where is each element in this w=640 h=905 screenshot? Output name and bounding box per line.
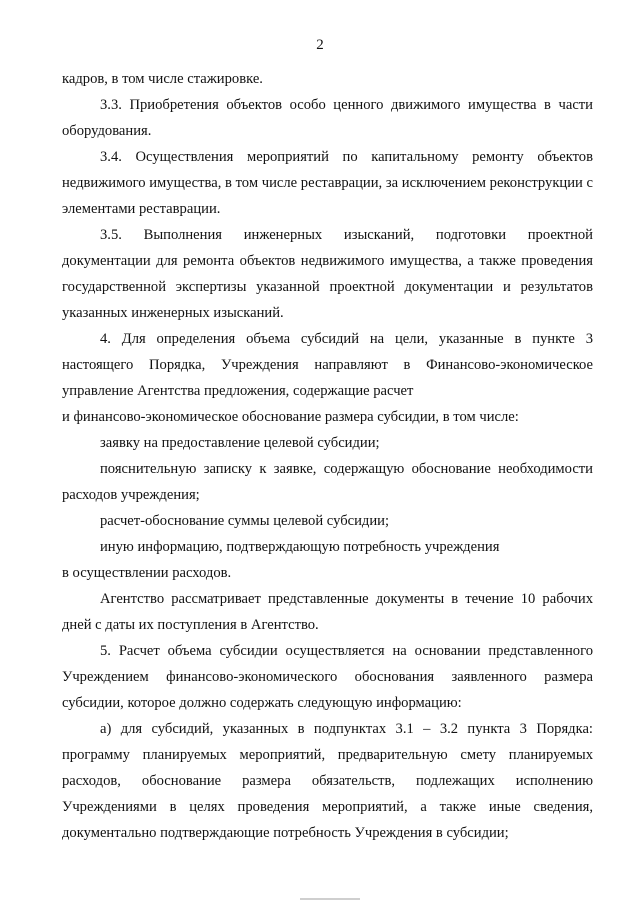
paragraph-continuation: кадров, в том числе стажировке. xyxy=(62,71,263,87)
page-number: 2 xyxy=(316,37,324,53)
paragraph-5: 5. Расчет объема субсидии осуществляется на основании представленного Учреждением финансово-экономического обоснования заявленного размера субсидии, которое должно содержать следующую информацию: xyxy=(62,643,593,711)
document-body xyxy=(62,66,593,846)
paragraph-3-4: 3.4. Осуществления мероприятий по капитальному ремонту объектов недвижимого имущества, в том числе реставрации, за исключением реконструкции с элементами реставрации. xyxy=(62,149,593,217)
paragraph-4-item-calculation: расчет-обоснование суммы целевой субсидии; xyxy=(100,513,390,529)
paragraph-5-a: а) для субсидий, указанных в подпунктах 3.1 – 3.2 пункта 3 Порядка: программу планируемых мероприятий, предварительную смету планируемых расходов, обоснование размера обязательств, подлежащих исполнению Учреждениями в целях проведения мероприятий, а также иные сведения, документально подтверждающие потребность Учреждения в субсидии; xyxy=(62,721,593,841)
paragraph-4-item-application: заявку на предоставление целевой субсидии; xyxy=(100,435,380,451)
paragraph-3-5: 3.5. Выполнения инженерных изысканий, подготовки проектной документации для ремонта объектов недвижимого имущества, а также проведения государственной экспертизы указанной проектной документации и результатов указанных инженерных изысканий. xyxy=(62,227,593,321)
paragraph-4: 4. Для определения объема субсидий на цели, указанные в пункте 3 настоящего Порядка, Учреждения направляют в Финансово-экономическое управление Агентства предложения, содержащие расчет и финансово-экономическое обоснование размера субсидии, в том числе: xyxy=(62,331,593,425)
scan-edge-mark xyxy=(300,898,360,900)
paragraph-4-item-note: пояснительную записку к заявке, содержащую обоснование необходимости расходов учреждения; xyxy=(62,461,593,503)
paragraph-3-3: 3.3. Приобретения объектов особо ценного движимого имущества в части оборудования. xyxy=(62,97,593,139)
paragraph-4-item-other-info: иную информацию, подтверждающую потребность учреждения в осуществлении расходов. xyxy=(62,539,500,581)
paragraph-4-review-term: Агентство рассматривает представленные документы в течение 10 рабочих дней с даты их поступления в Агентство. xyxy=(62,591,593,633)
